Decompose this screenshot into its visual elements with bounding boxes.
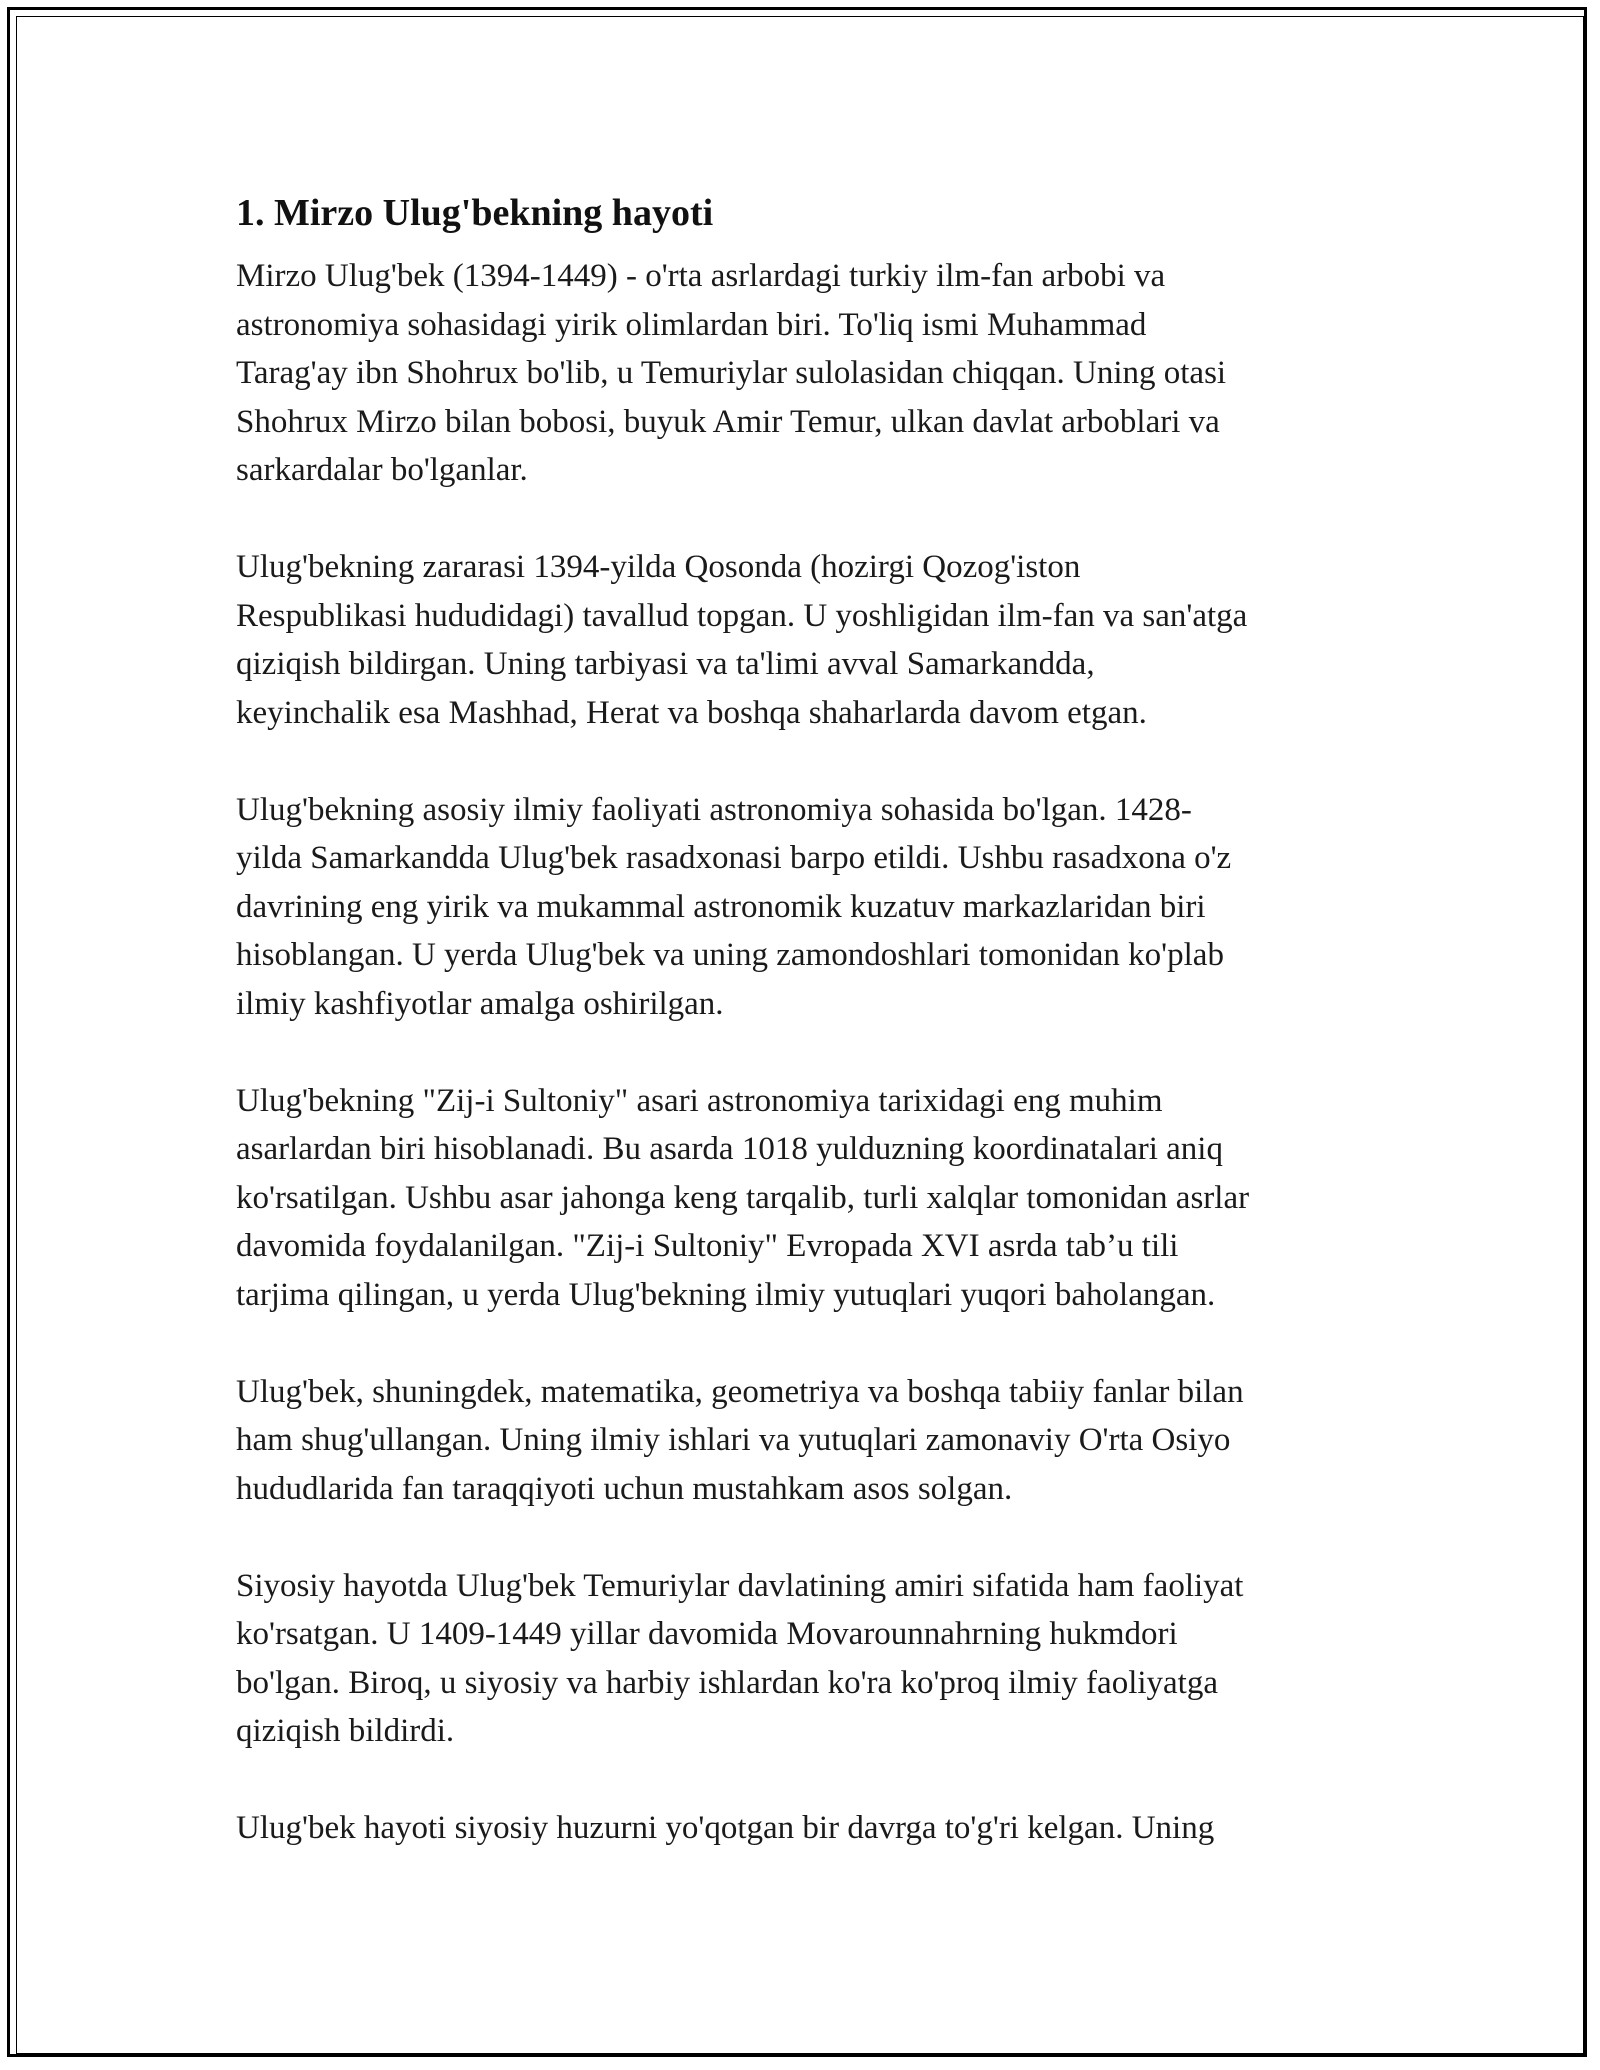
text-line: tarjima qilingan, u yerda Ulug'bekning ilmiy yutuqlari yuqori baholangan. xyxy=(236,1276,1216,1313)
section-heading: 1. Mirzo Ulug'bekning hayoti xyxy=(236,192,714,234)
text-line: Tarag'ay ibn Shohrux bo'lib, u Temuriylar sulolasidan chiqqan. Uning otasi xyxy=(236,355,1227,391)
text-line: Ulug'bek, shuningdek, matematika, geometriya va boshqa tabiiy fanlar bilan xyxy=(236,1373,1244,1410)
text-line: ilmiy kashfiyotlar amalga oshirilgan. xyxy=(236,985,724,1022)
text-line: Siyosiy hayotda Ulug'bek Temuriylar davlatining amiri sifatida ham faoliyat xyxy=(236,1567,1244,1604)
text-line: hisoblangan. U yerda Ulug'bek va uning zamondoshlari tomonidan ko'plab xyxy=(236,937,1224,973)
text-line: ko'rsatilgan. Ushbu asar jahonga keng tarqalib, turli xalqlar tomonidan asrlar xyxy=(236,1179,1250,1216)
paragraph xyxy=(236,1804,1366,1853)
paragraph-list xyxy=(236,252,1366,1853)
text-line: qiziqish bildirdi. xyxy=(236,1713,455,1749)
text-line: davomida foydalanilgan. "Zij-i Sultoniy" Evropada XVI asrda tab’u tili xyxy=(236,1228,1179,1264)
text-line: astronomiya sohasidagi yirik olimlardan biri. To'liq ismi Muhammad xyxy=(236,306,1147,343)
text-line: Respublikasi hududidagi) tavallud topgan. U yoshligidan ilm-fan va san'atga xyxy=(236,597,1248,634)
text-line: ham shug'ullangan. Uning ilmiy ishlari va yutuqlari zamonaviy O'rta Osiyo xyxy=(236,1422,1231,1458)
text-line: Ulug'bekning asosiy ilmiy faoliyati astronomiya sohasida bo'lgan. 1428- xyxy=(236,791,1192,828)
text-line: Ulug'bekning "Zij-i Sultoniy" asari astronomiya tarixidagi eng muhim xyxy=(236,1082,1163,1119)
document-body xyxy=(236,186,1366,1901)
text-line: qiziqish bildirgan. Uning tarbiyasi va ta'limi avval Samarkandda, xyxy=(236,646,1095,682)
text-line: sarkardalar bo'lganlar. xyxy=(236,452,528,488)
paragraph xyxy=(236,1077,1366,1320)
paragraph xyxy=(236,252,1366,495)
text-line: ko'rsatgan. U 1409-1449 yillar davomida Movarounnahrning hukmdori xyxy=(236,1616,1178,1652)
text-line: asarlardan biri hisoblanadi. Bu asarda 1018 yulduzning koordinatalari aniq xyxy=(236,1131,1223,1167)
text-line: Ulug'bekning zararasi 1394-yilda Qosonda (hozirgi Qozog'iston xyxy=(236,549,1081,585)
text-line: bo'lgan. Biroq, u siyosiy va harbiy ishlardan ko'ra ko'proq ilmiy faoliyatga xyxy=(236,1664,1218,1701)
paragraph xyxy=(236,786,1366,1029)
text-line: davrining eng yirik va mukammal astronomik kuzatuv markazlaridan biri xyxy=(236,888,1206,925)
paragraph xyxy=(236,1562,1366,1756)
text-line: yilda Samarkandda Ulug'bek rasadxonasi barpo etildi. Ushbu rasadxona o'z xyxy=(236,840,1232,876)
paragraph xyxy=(236,543,1366,737)
text-line: Mirzo Ulug'bek (1394-1449) - o'rta asrlardagi turkiy ilm-fan arbobi va xyxy=(236,258,1166,294)
text-line: keyinchalik esa Mashhad, Herat va boshqa shaharlarda davom etgan. xyxy=(236,694,1147,731)
text-line: Shohrux Mirzo bilan bobosi, buyuk Amir Temur, ulkan davlat arboblari va xyxy=(236,403,1220,440)
paragraph xyxy=(236,1368,1366,1514)
text-line: Ulug'bek hayoti siyosiy huzurni yo'qotgan bir davrga to'g'ri kelgan. Uning xyxy=(236,1810,1215,1846)
text-line: hududlarida fan taraqqiyoti uchun mustahkam asos solgan. xyxy=(236,1470,1013,1507)
